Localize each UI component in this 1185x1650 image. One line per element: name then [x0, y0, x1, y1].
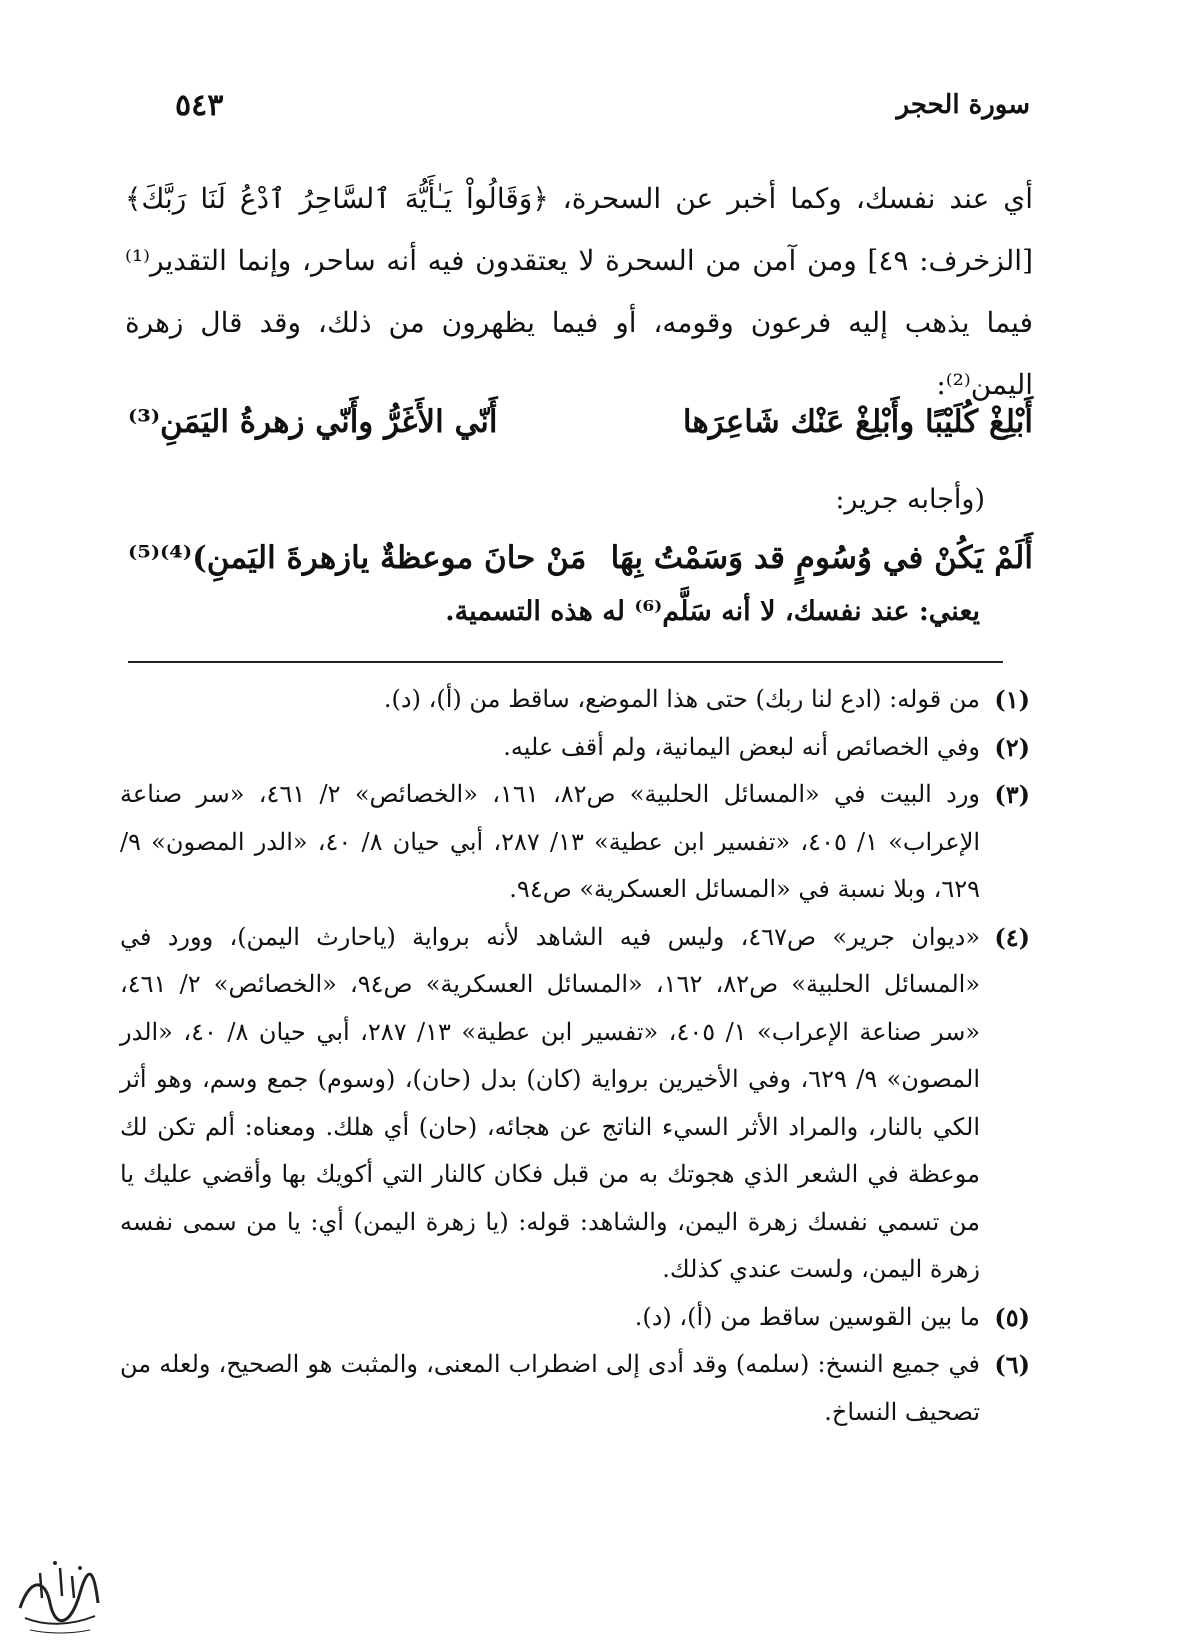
footnote-6	[120, 1341, 1030, 1436]
footnote-number: (١)	[994, 685, 1030, 714]
closing-sentence: يعني: عند نفسك، لا أنه سَلَّم⁽⁶⁾ له هذه التسمية.	[445, 596, 980, 627]
footnote-divider	[128, 661, 1003, 663]
footnote-number: (٣)	[994, 780, 1030, 809]
poem-verse-1	[128, 404, 1033, 454]
footnote-text: ورد البيت في «المسائل الحلبية» ص٨٢، ١٦١، «الخصائص» ٢/ ٤٦١، «سر صناعة الإعراب» ١/ ٤٠٥، «تفسير ابن عطية» ١٣/ ٢٨٧، أبي حيان ٨/ ٤٠، «الدر المصون» ٩/ ٦٢٩، وبلا نسبة في «المسائل العسكرية» ص٩٤.	[120, 780, 981, 903]
publisher-logo	[10, 1548, 105, 1638]
footnote-number: (٥)	[994, 1302, 1030, 1332]
footnote-text: وفي الخصائص أنه لبعض اليمانية، ولم أقف عليه.	[503, 732, 980, 761]
verse-2-second-hemistich: مَنْ حانَ موعظةٌ يازهرةَ اليَمنِ)⁽⁴⁾⁽⁵⁾	[128, 540, 587, 576]
footnotes	[120, 676, 1030, 1436]
verse-1-first-hemistich: أَبْلِغْ كُلَيْبًا وأَبْلِغْ عَنْك شَاعِرَها	[682, 404, 1033, 440]
reply-intro: (وأجابه جرير:	[835, 484, 985, 515]
footnote-text: ما بين القوسين ساقط من (أ)، (د).	[634, 1302, 980, 1331]
footnote-4	[120, 914, 1030, 1294]
surah-title: سورة الحجر	[896, 90, 1030, 120]
footnote-number: (٢)	[994, 732, 1030, 762]
footnote-number: (٦)	[994, 1350, 1030, 1379]
poem-verse-2	[128, 540, 1033, 590]
footnote-number: (٤)	[994, 922, 1030, 952]
footnote-1	[120, 676, 1030, 724]
page-number: ٥٤٣	[175, 88, 224, 123]
verse-1-second-hemistich: أَنّي الأَغَرُّ وأَنّي زهرةُ اليَمَنِ⁽³⁾	[128, 404, 498, 440]
footnote-text: «ديوان جرير» ص٤٦٧، وليس فيه الشاهد لأنه برواية (ياحارث اليمن)، وورد في «المسائل الحلبية» ص٨٢، ١٦٢، «المسائل العسكرية» ص٩٤، «الخصائص» ٢/ ٤٦١، «سر صناعة الإعراب» ١/ ٤٠٥، «تفسير ابن عطية» ١٣/ ٢٨٧، أبي حيان ٨/ ٤٠، «الدر المصون» ٩/ ٦٢٩، وفي الأخيرين برواية (كان) بدل (حان)، (وسوم) جمع وسم، وهو أثر الكي بالنار، والمراد الأثر السيء الناتج عن هجائه، (حان) أي هلك. ومعناه: ألم تكن لك موعظة في الشعر الذي هجوتك به من قبل فكان كالنار التي أكويك بها وأقضي عليك يا من تسمي نفسك زهرة اليمن، والشاهد: قوله: (يا زهرة اليمن) أي: يا من سمى نفسه زهرة اليمن، ولست عندي كذلك.	[120, 922, 981, 1283]
main-paragraph-block	[125, 168, 1033, 416]
verse-2-first-hemistich: أَلَمْ يَكُنْ في وُسُومٍ قد وَسَمْتُ بِهَا	[610, 540, 1033, 576]
page-header	[175, 78, 1030, 138]
footnote-5	[120, 1294, 1030, 1342]
footnote-2	[120, 724, 1030, 772]
footnote-text: من قوله: (ادع لنا ربك) حتى هذا الموضع، ساقط من (أ)، (د).	[383, 685, 980, 713]
footnote-text: في جميع النسخ: (سلمه) وقد أدى إلى اضطراب المعنى، والمثبت هو الصحيح، ولعله من تصحيف النساخ.	[120, 1350, 981, 1426]
footnote-3	[120, 771, 1030, 914]
main-paragraph: أي عند نفسك، وكما أخبر عن السحرة، ﴿وَقَالُواْ يَـٰأَيُّهَ ٱلسَّاحِرُ ٱدْعُ لَنَا رَبَّكَ﴾ [الزخرف: ٤٩] ومن آمن من السحرة لا يعتقدون فيه أنه ساحر، وإنما التقدير⁽¹⁾ فيما يذهب إليه فرعون وقومه، أو فيما يظهرون من ذلك، وقد قال زهرة اليمن⁽²⁾:	[125, 182, 1033, 401]
